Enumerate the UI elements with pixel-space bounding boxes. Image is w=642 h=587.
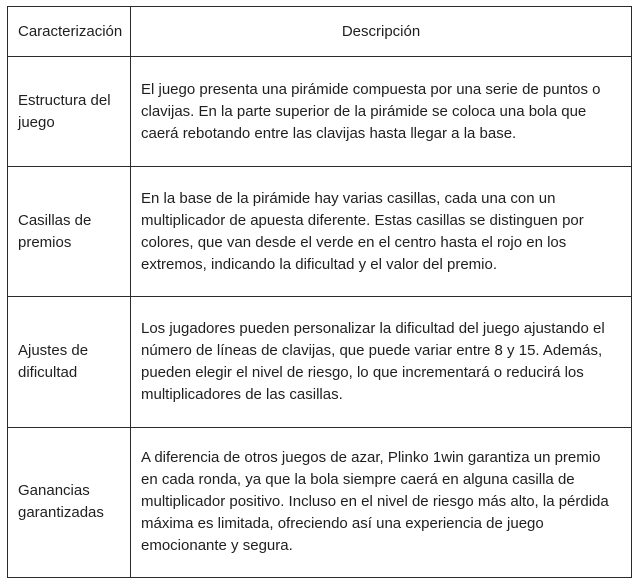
row-label: Ajustes de dificultad — [8, 297, 131, 427]
characterization-table — [7, 6, 632, 578]
row-description: A diferencia de otros juegos de azar, Plinko 1win garantiza un premio en cada ronda, ya que la bola siempre caerá en alguna casilla de multiplicador positivo. Incluso en el nivel de riesgo más alto, la pérdida máxima es limitada, ofreciendo así una experiencia de juego emocionante y segura. — [131, 427, 632, 577]
row-label: Ganancias garantizadas — [8, 427, 131, 577]
table-header-row — [8, 7, 632, 57]
table-row — [8, 297, 632, 427]
row-description: El juego presenta una pirámide compuesta por una serie de puntos o clavijas. En la parte superior de la pirámide se coloca una bola que caerá rebotando entre las clavijas hasta llegar a la base. — [131, 57, 632, 167]
row-label: Casillas de premios — [8, 167, 131, 297]
header-description: Descripción — [131, 7, 632, 57]
table-row — [8, 57, 632, 167]
table-row — [8, 427, 632, 577]
row-description: En la base de la pirámide hay varias casillas, cada una con un multiplicador de apuesta diferente. Estas casillas se distinguen por colores, que van desde el verde en el centro hasta el rojo en los extremos, indicando la dificultad y el valor del premio. — [131, 167, 632, 297]
header-characterization: Caracterización — [8, 7, 131, 57]
table-row — [8, 167, 632, 297]
row-description: Los jugadores pueden personalizar la dificultad del juego ajustando el número de líneas de clavijas, que puede variar entre 8 y 15. Además, pueden elegir el nivel de riesgo, lo que incrementará o reducirá los multiplicadores de las casillas. — [131, 297, 632, 427]
row-label: Estructura del juego — [8, 57, 131, 167]
